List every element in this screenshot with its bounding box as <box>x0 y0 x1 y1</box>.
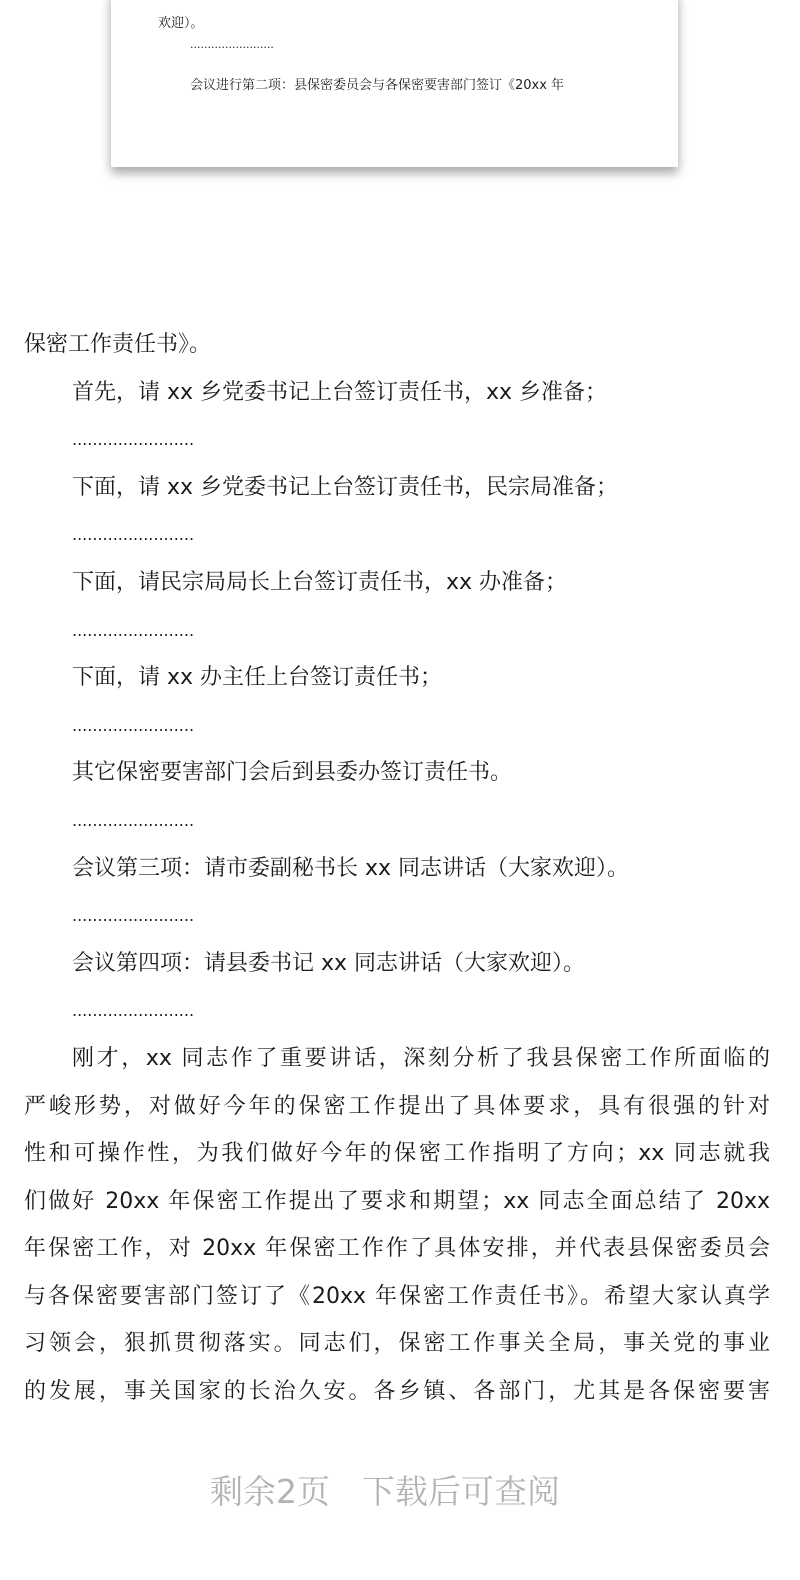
text-line: 保密工作责任书》。 <box>24 332 212 357</box>
dots-separator: ........................ <box>72 715 195 735</box>
paragraph-line: 们做好 20xx 年保密工作提出了要求和期望；xx 同志全面总结了 20xx <box>24 1188 770 1214</box>
dots-separator: ........................ <box>72 620 195 640</box>
text-line: 其它保密要害部门会后到县委办签订责任书。 <box>72 760 513 786</box>
text-line: 下面，请 xx 乡党委书记上台签订责任书，民宗局准备； <box>72 474 619 500</box>
text-line: 下面，请 xx 办主任上台签订责任书； <box>72 665 443 691</box>
document-body <box>24 321 770 1416</box>
paragraph-line: 与各保密要害部门签订了《20xx 年保密工作责任书》。希望大家认真学 <box>24 1283 770 1309</box>
dots-separator: ........................ <box>72 525 195 545</box>
preview-line-1: 欢迎）。 <box>158 16 204 31</box>
paragraph-line: 严峻形势，对做好今年的保密工作提出了具体要求，具有很强的针对 <box>24 1093 770 1119</box>
download-to-view-label[interactable]: 下载后可查阅 <box>362 1472 560 1511</box>
text-line: 会议第三项：请市委副秘书长 xx 同志讲话（大家欢迎）。 <box>72 855 630 881</box>
document-preview-card <box>111 0 678 167</box>
dots-separator: ........................ <box>72 430 195 450</box>
paragraph-line: 的发展，事关国家的长治久安。各乡镇、各部门，尤其是各保密要害 <box>24 1379 770 1405</box>
text-line: 会议第四项：请县委书记 xx 同志讲话（大家欢迎）。 <box>72 950 586 976</box>
text-line: 首先，请 xx 乡党委书记上台签订责任书，xx 乡准备； <box>72 379 608 405</box>
preview-dots: ........................ <box>190 38 274 51</box>
paragraph-line: 性和可操作性，为我们做好今年的保密工作指明了方向；xx 同志就我 <box>24 1141 770 1167</box>
remaining-pages-label: 剩余2页 <box>210 1472 330 1511</box>
text-line: 下面，请民宗局局长上台签订责任书，xx 办准备； <box>72 569 568 595</box>
paragraph-line: 习领会，狠抓贯彻落实。同志们，保密工作事关全局，事关党的事业 <box>24 1331 770 1357</box>
download-prompt[interactable] <box>0 1466 770 1513</box>
paragraph-line: 刚才，xx 同志作了重要讲话，深刻分析了我县保密工作所面临的 <box>72 1045 770 1071</box>
preview-line-2: 会议进行第二项：县保密委员会与各保密要害部门签订《20xx 年 <box>190 78 565 93</box>
dots-separator: ........................ <box>72 810 195 830</box>
dots-separator: ........................ <box>72 1001 195 1021</box>
dots-separator: ........................ <box>72 906 195 926</box>
paragraph-line: 年保密工作，对 20xx 年保密工作作了具体安排，并代表县保密委员会 <box>24 1236 770 1262</box>
